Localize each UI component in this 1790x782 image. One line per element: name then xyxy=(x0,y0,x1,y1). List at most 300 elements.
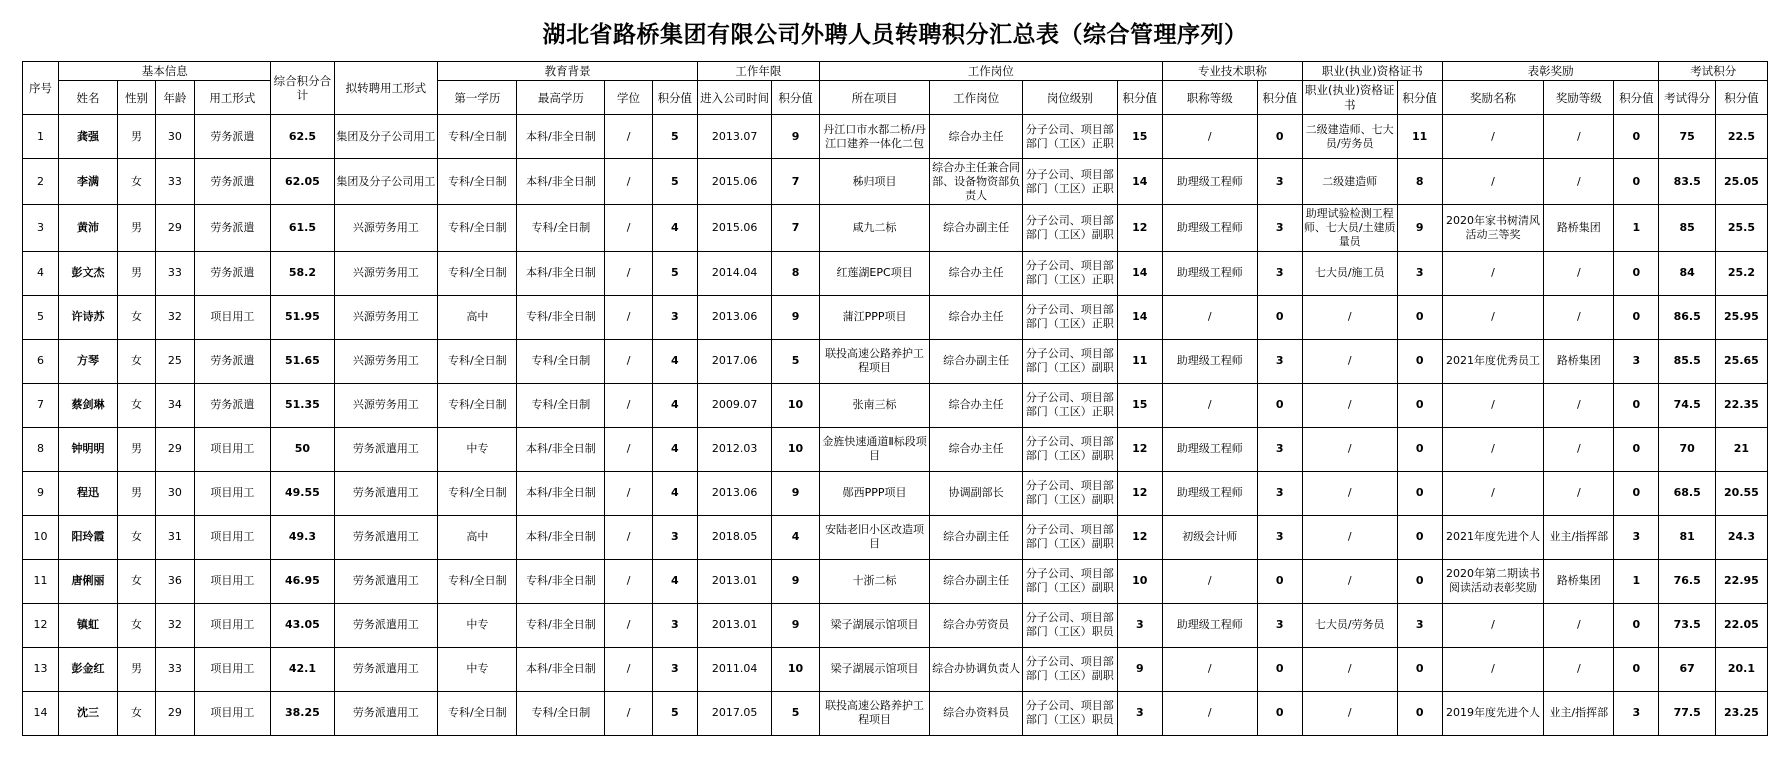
cell-post: 综合办劳资员 xyxy=(930,603,1023,647)
cell-employment: 项目用工 xyxy=(194,559,271,603)
cell-post-level: 分子公司、项目部部门（工区）正职 xyxy=(1022,251,1117,295)
cell-year-score: 9 xyxy=(772,295,819,339)
cell-award-name: / xyxy=(1442,251,1544,295)
cell-post: 综合办副主任 xyxy=(930,559,1023,603)
cell-award-name: / xyxy=(1442,295,1544,339)
cell-cert-score: 0 xyxy=(1397,383,1442,427)
cell-title-level: 助理级工程师 xyxy=(1162,159,1257,205)
cell-gender: 男 xyxy=(117,427,155,471)
cell-project: 张南三标 xyxy=(819,383,930,427)
cell-edu-first: 专科/全日制 xyxy=(438,471,517,515)
cell-title-level: / xyxy=(1162,647,1257,691)
cell-title-level: / xyxy=(1162,295,1257,339)
col-post: 工作岗位 xyxy=(930,81,1023,115)
col-edu-highest: 最高学历 xyxy=(517,81,605,115)
cell-edu-first: 专科/全日制 xyxy=(438,691,517,735)
cell-name: 钟明明 xyxy=(59,427,118,471)
cell-edu-highest: 专科/全日制 xyxy=(517,691,605,735)
cell-post: 综合办主任兼合同部、设备物资部负责人 xyxy=(930,159,1023,205)
cell-gender: 男 xyxy=(117,251,155,295)
cell-age: 29 xyxy=(156,427,194,471)
cell-edu-score: 5 xyxy=(652,691,697,735)
cell-age: 29 xyxy=(156,691,194,735)
score-summary-table xyxy=(22,61,1768,736)
col-degree: 学位 xyxy=(605,81,652,115)
cell-year-score: 7 xyxy=(772,159,819,205)
cell-employment: 劳务派遣 xyxy=(194,115,271,159)
header-professional-title: 专业技术职称 xyxy=(1162,62,1302,81)
cell-year-score: 5 xyxy=(772,339,819,383)
cell-post: 综合办主任 xyxy=(930,427,1023,471)
cell-cert-score: 0 xyxy=(1397,647,1442,691)
cell-award-name: / xyxy=(1442,115,1544,159)
cell-post: 综合办主任 xyxy=(930,383,1023,427)
table-header-group-row xyxy=(23,62,1768,81)
cell-name: 龚强 xyxy=(59,115,118,159)
col-edu-first: 第一学历 xyxy=(438,81,517,115)
cell-edu-score: 3 xyxy=(652,647,697,691)
cell-year-score: 5 xyxy=(772,691,819,735)
cell-join-time: 2009.07 xyxy=(697,383,771,427)
cell-no: 13 xyxy=(23,647,59,691)
cell-edu-first: 专科/全日制 xyxy=(438,559,517,603)
cell-award-level: / xyxy=(1544,427,1614,471)
cell-post: 综合办主任 xyxy=(930,115,1023,159)
cell-exam: 67 xyxy=(1659,647,1715,691)
cell-edu-score: 5 xyxy=(652,159,697,205)
cell-award-score: 0 xyxy=(1614,295,1659,339)
cell-cert: / xyxy=(1302,559,1397,603)
cell-title-score: 0 xyxy=(1257,383,1302,427)
cell-edu-score: 4 xyxy=(652,471,697,515)
cell-degree: / xyxy=(605,115,652,159)
cell-join-time: 2012.03 xyxy=(697,427,771,471)
cell-gender: 女 xyxy=(117,159,155,205)
cell-employment: 劳务派遣 xyxy=(194,383,271,427)
cell-title-level: / xyxy=(1162,115,1257,159)
cell-edu-score: 4 xyxy=(652,383,697,427)
cell-cert: / xyxy=(1302,383,1397,427)
cell-gender: 女 xyxy=(117,515,155,559)
cell-exam-score: 25.2 xyxy=(1715,251,1767,295)
cell-project: 十浙二标 xyxy=(819,559,930,603)
col-post-level: 岗位级别 xyxy=(1022,81,1117,115)
cell-name: 程迅 xyxy=(59,471,118,515)
cell-award-name: 2021年度优秀员工 xyxy=(1442,339,1544,383)
cell-employment: 项目用工 xyxy=(194,515,271,559)
cell-gender: 女 xyxy=(117,603,155,647)
cell-degree: / xyxy=(605,471,652,515)
cell-project: 梁子湖展示馆项目 xyxy=(819,647,930,691)
cell-no: 14 xyxy=(23,691,59,735)
cell-award-level: 业主/指挥部 xyxy=(1544,691,1614,735)
cell-planned: 劳务派遣用工 xyxy=(334,647,438,691)
cell-planned: 兴源劳务用工 xyxy=(334,295,438,339)
cell-cert-score: 9 xyxy=(1397,205,1442,251)
cell-post-level: 分子公司、项目部部门（工区）正职 xyxy=(1022,383,1117,427)
col-cert-score: 积分值 xyxy=(1397,81,1442,115)
cell-cert-score: 0 xyxy=(1397,471,1442,515)
col-cert: 职业(执业)资格证书 xyxy=(1302,81,1397,115)
cell-total: 49.3 xyxy=(271,515,334,559)
cell-exam: 76.5 xyxy=(1659,559,1715,603)
cell-post-score: 14 xyxy=(1117,251,1162,295)
table-row xyxy=(23,647,1768,691)
cell-exam-score: 25.65 xyxy=(1715,339,1767,383)
cell-post-level: 分子公司、项目部部门（工区）副职 xyxy=(1022,471,1117,515)
cell-gender: 男 xyxy=(117,647,155,691)
table-body xyxy=(23,115,1768,736)
page-title: 湖北省路桥集团有限公司外聘人员转聘积分汇总表（综合管理序列） xyxy=(542,22,1248,48)
cell-exam: 86.5 xyxy=(1659,295,1715,339)
cell-award-level: / xyxy=(1544,159,1614,205)
table-row xyxy=(23,115,1768,159)
cell-title-level: 助理级工程师 xyxy=(1162,251,1257,295)
cell-employment: 劳务派遣 xyxy=(194,159,271,205)
cell-post-score: 12 xyxy=(1117,515,1162,559)
header-work-post: 工作岗位 xyxy=(819,62,1162,81)
cell-join-time: 2013.06 xyxy=(697,295,771,339)
cell-award-score: 1 xyxy=(1614,205,1659,251)
cell-edu-highest: 本科/非全日制 xyxy=(517,647,605,691)
table-row xyxy=(23,471,1768,515)
cell-title-level: 助理级工程师 xyxy=(1162,471,1257,515)
cell-post-score: 3 xyxy=(1117,603,1162,647)
cell-award-name: / xyxy=(1442,471,1544,515)
table-row xyxy=(23,295,1768,339)
cell-name: 许诗苏 xyxy=(59,295,118,339)
col-employment: 用工形式 xyxy=(194,81,271,115)
cell-name: 李满 xyxy=(59,159,118,205)
table-row xyxy=(23,691,1768,735)
col-award-level: 奖励等级 xyxy=(1544,81,1614,115)
cell-employment: 劳务派遣 xyxy=(194,205,271,251)
cell-name: 黄沛 xyxy=(59,205,118,251)
cell-post-score: 14 xyxy=(1117,295,1162,339)
cell-edu-first: 高中 xyxy=(438,515,517,559)
cell-age: 33 xyxy=(156,647,194,691)
cell-award-score: 3 xyxy=(1614,515,1659,559)
cell-cert: / xyxy=(1302,647,1397,691)
cell-age: 32 xyxy=(156,295,194,339)
cell-no: 7 xyxy=(23,383,59,427)
cell-exam: 83.5 xyxy=(1659,159,1715,205)
cell-award-score: 0 xyxy=(1614,383,1659,427)
cell-degree: / xyxy=(605,559,652,603)
cell-employment: 项目用工 xyxy=(194,427,271,471)
cell-edu-highest: 专科/全日制 xyxy=(517,383,605,427)
cell-edu-first: 专科/全日制 xyxy=(438,339,517,383)
cell-planned: 劳务派遣用工 xyxy=(334,691,438,735)
cell-edu-highest: 专科/非全日制 xyxy=(517,295,605,339)
cell-project: 联投高速公路养护工程项目 xyxy=(819,691,930,735)
cell-employment: 项目用工 xyxy=(194,603,271,647)
cell-post-level: 分子公司、项目部部门（工区）正职 xyxy=(1022,295,1117,339)
cell-title-level: 助理级工程师 xyxy=(1162,427,1257,471)
cell-post-level: 分子公司、项目部部门（工区）副职 xyxy=(1022,339,1117,383)
cell-edu-first: 专科/全日制 xyxy=(438,115,517,159)
table-row xyxy=(23,205,1768,251)
cell-exam: 75 xyxy=(1659,115,1715,159)
cell-post-score: 12 xyxy=(1117,471,1162,515)
cell-cert: 二级建造师、七大员/劳务员 xyxy=(1302,115,1397,159)
cell-post: 综合办副主任 xyxy=(930,205,1023,251)
cell-project: 秭归项目 xyxy=(819,159,930,205)
cell-year-score: 4 xyxy=(772,515,819,559)
cell-edu-highest: 本科/非全日制 xyxy=(517,159,605,205)
cell-total: 51.65 xyxy=(271,339,334,383)
cell-no: 6 xyxy=(23,339,59,383)
cell-post-level: 分子公司、项目部部门（工区）职员 xyxy=(1022,691,1117,735)
cell-award-score: 0 xyxy=(1614,471,1659,515)
cell-post-level: 分子公司、项目部部门（工区）副职 xyxy=(1022,515,1117,559)
cell-award-score: 1 xyxy=(1614,559,1659,603)
cell-post: 综合办副主任 xyxy=(930,339,1023,383)
cell-edu-score: 5 xyxy=(652,251,697,295)
cell-post-level: 分子公司、项目部部门（工区）正职 xyxy=(1022,115,1117,159)
cell-post-score: 9 xyxy=(1117,647,1162,691)
cell-project: 蒲江PPP项目 xyxy=(819,295,930,339)
cell-degree: / xyxy=(605,691,652,735)
cell-award-score: 0 xyxy=(1614,251,1659,295)
cell-exam: 68.5 xyxy=(1659,471,1715,515)
cell-title-score: 3 xyxy=(1257,427,1302,471)
cell-award-score: 0 xyxy=(1614,603,1659,647)
cell-edu-highest: 本科/非全日制 xyxy=(517,515,605,559)
cell-award-score: 0 xyxy=(1614,115,1659,159)
cell-title-level: / xyxy=(1162,691,1257,735)
cell-award-name: / xyxy=(1442,603,1544,647)
cell-age: 31 xyxy=(156,515,194,559)
cell-exam-score: 22.35 xyxy=(1715,383,1767,427)
cell-cert: / xyxy=(1302,339,1397,383)
cell-age: 33 xyxy=(156,159,194,205)
cell-join-time: 2013.01 xyxy=(697,559,771,603)
cell-join-time: 2015.06 xyxy=(697,205,771,251)
cell-gender: 男 xyxy=(117,205,155,251)
cell-exam-score: 25.05 xyxy=(1715,159,1767,205)
cell-edu-score: 4 xyxy=(652,205,697,251)
cell-exam-score: 20.55 xyxy=(1715,471,1767,515)
cell-edu-first: 中专 xyxy=(438,603,517,647)
cell-post-score: 3 xyxy=(1117,691,1162,735)
cell-edu-score: 3 xyxy=(652,603,697,647)
cell-cert: 二级建造师 xyxy=(1302,159,1397,205)
cell-post-score: 14 xyxy=(1117,159,1162,205)
cell-join-time: 2017.06 xyxy=(697,339,771,383)
cell-exam-score: 21 xyxy=(1715,427,1767,471)
cell-age: 36 xyxy=(156,559,194,603)
cell-exam: 77.5 xyxy=(1659,691,1715,735)
cell-award-level: / xyxy=(1544,251,1614,295)
table-row xyxy=(23,427,1768,471)
cell-project: 金旌快速通道Ⅱ标段项目 xyxy=(819,427,930,471)
header-planned-employment: 拟转聘用工形式 xyxy=(334,62,438,115)
table-row xyxy=(23,251,1768,295)
cell-project: 郧西PPP项目 xyxy=(819,471,930,515)
cell-employment: 项目用工 xyxy=(194,647,271,691)
cell-title-score: 0 xyxy=(1257,559,1302,603)
header-seq: 序号 xyxy=(23,62,59,115)
cell-cert: / xyxy=(1302,471,1397,515)
table-row xyxy=(23,339,1768,383)
col-edu-score: 积分值 xyxy=(652,81,697,115)
cell-exam: 70 xyxy=(1659,427,1715,471)
cell-exam-score: 23.25 xyxy=(1715,691,1767,735)
cell-planned: 兴源劳务用工 xyxy=(334,205,438,251)
cell-cert-score: 11 xyxy=(1397,115,1442,159)
cell-award-score: 0 xyxy=(1614,427,1659,471)
cell-exam-score: 22.5 xyxy=(1715,115,1767,159)
col-exam: 考试得分 xyxy=(1659,81,1715,115)
cell-employment: 项目用工 xyxy=(194,691,271,735)
cell-edu-first: 中专 xyxy=(438,427,517,471)
cell-no: 2 xyxy=(23,159,59,205)
cell-cert: / xyxy=(1302,691,1397,735)
cell-title-level: / xyxy=(1162,383,1257,427)
table-row xyxy=(23,515,1768,559)
cell-post-score: 15 xyxy=(1117,115,1162,159)
cell-edu-first: 专科/全日制 xyxy=(438,251,517,295)
cell-project: 丹江口市水都二桥/丹江口建养一体化二包 xyxy=(819,115,930,159)
cell-post: 协调副部长 xyxy=(930,471,1023,515)
cell-join-time: 2013.01 xyxy=(697,603,771,647)
cell-award-score: 3 xyxy=(1614,339,1659,383)
cell-exam-score: 22.95 xyxy=(1715,559,1767,603)
cell-degree: / xyxy=(605,339,652,383)
cell-no: 8 xyxy=(23,427,59,471)
cell-name: 镇虹 xyxy=(59,603,118,647)
header-work-years: 工作年限 xyxy=(697,62,819,81)
cell-edu-first: 专科/全日制 xyxy=(438,383,517,427)
cell-post-level: 分子公司、项目部部门（工区）副职 xyxy=(1022,427,1117,471)
header-professional-cert: 职业(执业)资格证书 xyxy=(1302,62,1442,81)
cell-edu-score: 3 xyxy=(652,515,697,559)
cell-award-score: 0 xyxy=(1614,159,1659,205)
cell-employment: 项目用工 xyxy=(194,471,271,515)
cell-project: 联投高速公路养护工程项目 xyxy=(819,339,930,383)
cell-edu-highest: 专科/全日制 xyxy=(517,205,605,251)
col-exam-score: 积分值 xyxy=(1715,81,1767,115)
cell-title-score: 0 xyxy=(1257,691,1302,735)
col-post-score: 积分值 xyxy=(1117,81,1162,115)
table-header xyxy=(23,62,1768,115)
cell-join-time: 2014.04 xyxy=(697,251,771,295)
cell-total: 50 xyxy=(271,427,334,471)
cell-project: 红莲湖EPC项目 xyxy=(819,251,930,295)
cell-year-score: 10 xyxy=(772,383,819,427)
cell-project: 梁子湖展示馆项目 xyxy=(819,603,930,647)
cell-total: 62.5 xyxy=(271,115,334,159)
cell-exam: 85.5 xyxy=(1659,339,1715,383)
cell-gender: 男 xyxy=(117,115,155,159)
cell-exam-score: 24.3 xyxy=(1715,515,1767,559)
cell-post: 综合办主任 xyxy=(930,295,1023,339)
header-score-total: 综合积分合计 xyxy=(271,62,334,115)
cell-edu-highest: 本科/非全日制 xyxy=(517,471,605,515)
cell-award-name: / xyxy=(1442,159,1544,205)
cell-project: 咸九二标 xyxy=(819,205,930,251)
cell-gender: 男 xyxy=(117,471,155,515)
header-basic-info: 基本信息 xyxy=(59,62,271,81)
cell-gender: 女 xyxy=(117,383,155,427)
cell-name: 沈三 xyxy=(59,691,118,735)
cell-gender: 女 xyxy=(117,339,155,383)
cell-award-name: / xyxy=(1442,427,1544,471)
cell-degree: / xyxy=(605,427,652,471)
cell-age: 32 xyxy=(156,603,194,647)
cell-award-level: 路桥集团 xyxy=(1544,205,1614,251)
cell-total: 51.95 xyxy=(271,295,334,339)
cell-cert-score: 0 xyxy=(1397,295,1442,339)
cell-title-score: 3 xyxy=(1257,471,1302,515)
cell-planned: 集团及分子公司用工 xyxy=(334,159,438,205)
cell-edu-score: 3 xyxy=(652,295,697,339)
cell-exam-score: 20.1 xyxy=(1715,647,1767,691)
cell-year-score: 8 xyxy=(772,251,819,295)
cell-gender: 女 xyxy=(117,559,155,603)
cell-award-level: / xyxy=(1544,471,1614,515)
cell-no: 3 xyxy=(23,205,59,251)
cell-age: 30 xyxy=(156,115,194,159)
cell-cert-score: 3 xyxy=(1397,603,1442,647)
cell-title-score: 0 xyxy=(1257,295,1302,339)
cell-no: 4 xyxy=(23,251,59,295)
cell-title-score: 3 xyxy=(1257,159,1302,205)
cell-post-level: 分子公司、项目部部门（工区）职员 xyxy=(1022,603,1117,647)
cell-join-time: 2013.06 xyxy=(697,471,771,515)
cell-award-level: / xyxy=(1544,115,1614,159)
cell-join-time: 2013.07 xyxy=(697,115,771,159)
cell-post-level: 分子公司、项目部部门（工区）副职 xyxy=(1022,647,1117,691)
cell-award-name: 2020年家书树清风活动三等奖 xyxy=(1442,205,1544,251)
cell-award-level: / xyxy=(1544,383,1614,427)
cell-edu-highest: 本科/非全日制 xyxy=(517,251,605,295)
cell-total: 42.1 xyxy=(271,647,334,691)
cell-award-name: / xyxy=(1442,383,1544,427)
cell-award-level: / xyxy=(1544,603,1614,647)
cell-exam: 85 xyxy=(1659,205,1715,251)
cell-edu-score: 5 xyxy=(652,115,697,159)
cell-cert: 助理试验检测工程师、七大员/土建质量员 xyxy=(1302,205,1397,251)
cell-exam: 81 xyxy=(1659,515,1715,559)
cell-join-time: 2015.06 xyxy=(697,159,771,205)
cell-planned: 劳务派遣用工 xyxy=(334,427,438,471)
header-education: 教育背景 xyxy=(438,62,698,81)
cell-age: 33 xyxy=(156,251,194,295)
cell-degree: / xyxy=(605,383,652,427)
cell-planned: 劳务派遣用工 xyxy=(334,559,438,603)
cell-year-score: 9 xyxy=(772,559,819,603)
col-join-time: 进入公司时间 xyxy=(697,81,771,115)
cell-degree: / xyxy=(605,647,652,691)
cell-project: 安陆老旧小区改造项目 xyxy=(819,515,930,559)
cell-year-score: 9 xyxy=(772,603,819,647)
cell-total: 49.55 xyxy=(271,471,334,515)
cell-title-score: 0 xyxy=(1257,647,1302,691)
cell-cert-score: 3 xyxy=(1397,251,1442,295)
table-row xyxy=(23,559,1768,603)
cell-edu-first: 高中 xyxy=(438,295,517,339)
cell-exam: 84 xyxy=(1659,251,1715,295)
cell-exam: 73.5 xyxy=(1659,603,1715,647)
cell-cert-score: 0 xyxy=(1397,515,1442,559)
cell-year-score: 7 xyxy=(772,205,819,251)
cell-award-name: 2019年度先进个人 xyxy=(1442,691,1544,735)
cell-gender: 女 xyxy=(117,295,155,339)
cell-name: 彭文杰 xyxy=(59,251,118,295)
cell-post: 综合办协调负责人 xyxy=(930,647,1023,691)
